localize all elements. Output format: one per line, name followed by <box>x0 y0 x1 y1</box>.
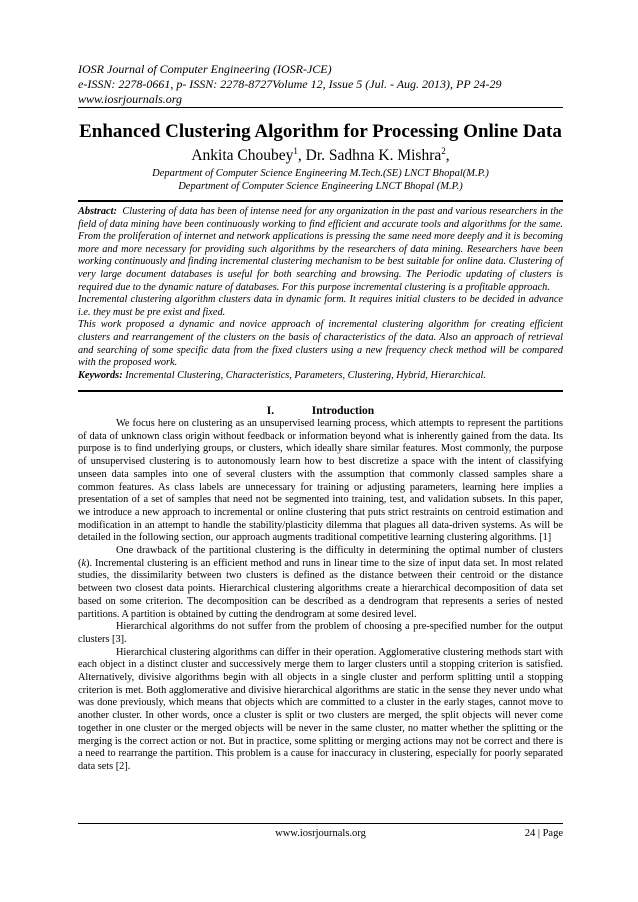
footer-rule <box>78 823 563 824</box>
body-paragraph-1: We focus here on clustering as an unsupervised learning process, which attempts to represent the partitions of data of unknown class origin without feedback or information beyond what is inherently gained from the data. Its purpose is to find underlying groups, or clusters, which ideally share similar features. Most commonly, the purpose of unsupervised clustering is to autonomously learn how to best discretize a space with the intent of classifying unseen data samples into one of several clusters with the assumption that commonly classed samples share a common features. As class labels are unnecessary for training or adjusting parameters, learning here implies a presentation of a set of samples that need not be segmented into training, test, and validation subsets. In this paper, we introduce a new approach to incremental or online clustering that puts strict restraints on centroid estimation and modification in an attempt to handle the stability/plasticity dilemma that plagues all data-driven systems. As will be detailed in the following section, our approach augments traditional competitive learning clustering algorithms. [1] <box>78 418 563 544</box>
footer-website: www.iosrjournals.org <box>275 828 366 839</box>
authors-line <box>78 146 563 166</box>
section-number: I. <box>266 405 275 417</box>
abstract-paragraph-1 <box>78 206 563 294</box>
body-paragraph-2-b: ). Incremental clustering is an efficient method and runs in linear time to the size of input data set. In most related studies, the dissimilarity between two clusters is defined as the distance between their centroid or the distance between two closest data points. Hierarchical clustering algorithms create a hierarchical decomposition of data set based on some criterion. The decomposition can be described as a dendrogram that represents a series of nested partitions. A partition is obtained by cutting the dendrogram at some desired level. <box>78 557 563 620</box>
journal-website: www.iosrjournals.org <box>78 92 183 106</box>
body-paragraph-2-a: One drawback of the partitional clustering is the difficulty in determining the optimal number of clusters ( <box>78 545 563 569</box>
body-paragraph-4: Hierarchical clustering algorithms can differ in their operation. Agglomerative clustering methods start with each object in a distinct cluster and successively merge them to larger clusters until a stopping criterion is satisfied. Alternatively, divisive algorithms begin with all objects in a single cluster and perform splitting until a stopping criterion is met. Both agglomerative and divisive hierarchical algorithms are static in the sense they never undo what was done previously, which means that objects which are committed to a cluster in the early stages, cannot move to another cluster. In other words, once a cluster is split or two clusters are merged, the split objects will never come together in one cluster or the merged objects will be never in the same cluster, no matter whether the splitting or the merging is the correct action or not. But in practice, some splitting or merging actions may not be correct and there is a need to rearrange the partition. This problem is a cause for inaccuracy in clustering, especially for poorly separated data sets [2]. <box>78 646 563 772</box>
keywords-label: Keywords: <box>78 369 123 381</box>
body-text <box>78 418 563 774</box>
journal-name: IOSR Journal of Computer Engineering (IOSR-JCE) <box>78 62 332 76</box>
affiliation-2: Department of Computer Science Engineering LNCT Bhopal (M.P.) <box>178 181 463 192</box>
abstract-paragraph-3: This work proposed a dynamic and novice approach of incremental clustering algorithm for creating efficient clusters and rearrangement of the clusters on the basis of characteristics of the data. Also an approach of retrieval and searching of some specific data from the fixed clusters using a new frequency check method will be compared with the proposed work. <box>78 319 563 369</box>
abstract-text-1: Clustering of data has been of intense need for any organization in the past and various researchers in the field of data mining have been continuously working to find efficient and accurate tools and algorithms for the same. From the proliferation of internet and network applications is pressing the same need more deeply and it is becoming more and more necessary for providing such algorithms by the researchers of data mining. Researchers have been working continuously and finding incremental clustering mechanism to be best suitable for online data. Clustering of very large document databases is useful for both searching and browsing. The Periodic updating of clusters is required due to the dynamic nature of databases. For this purpose incremental clustering is a profitable approach. <box>78 206 563 293</box>
keywords-line <box>78 370 563 383</box>
body-paragraph-3: Hierarchical algorithms do not suffer from the problem of choosing a pre-specified number for the output clusters [3]. <box>78 621 563 645</box>
paper-title: Enhanced Clustering Algorithm for Processing Online Data <box>79 121 562 142</box>
abstract-bottom-rule <box>78 390 563 392</box>
issn-line: e-ISSN: 2278-0661, p- ISSN: 2278-8727Volume 12, Issue 5 (Jul. - Aug. 2013), PP 24-29 <box>78 77 502 91</box>
author-2: , Dr. Sadhna K. Mishra <box>297 147 442 164</box>
page-number: 24 | Page <box>524 828 563 839</box>
authors-trail: , <box>445 147 450 164</box>
author-2-affil: 2 <box>441 146 446 156</box>
author-1: Ankita Choubey <box>191 147 294 164</box>
keywords-text: Incremental Clustering, Characteristics, Parameters, Clustering, Hybrid, Hierarchical. <box>125 369 486 381</box>
section-title: Introduction <box>311 405 375 417</box>
abstract-label: Abstract: <box>78 206 117 217</box>
abstract-block <box>78 206 563 382</box>
section-heading <box>78 404 563 418</box>
abstract-top-rule <box>78 200 563 202</box>
abstract-paragraph-2: Incremental clustering algorithm clusters data in dynamic form. It requires initial clusters to be decided in advance i.e. they must be pre exist and fixed. <box>78 294 563 318</box>
journal-header <box>78 62 578 107</box>
body-paragraph-2 <box>78 545 563 621</box>
header-rule <box>78 107 563 108</box>
affiliation-1: Department of Computer Science Engineering M.Tech.(SE) LNCT Bhopal(M.P.) <box>152 168 489 179</box>
var-k: k <box>81 557 87 569</box>
author-1-affil: 1 <box>293 146 298 156</box>
